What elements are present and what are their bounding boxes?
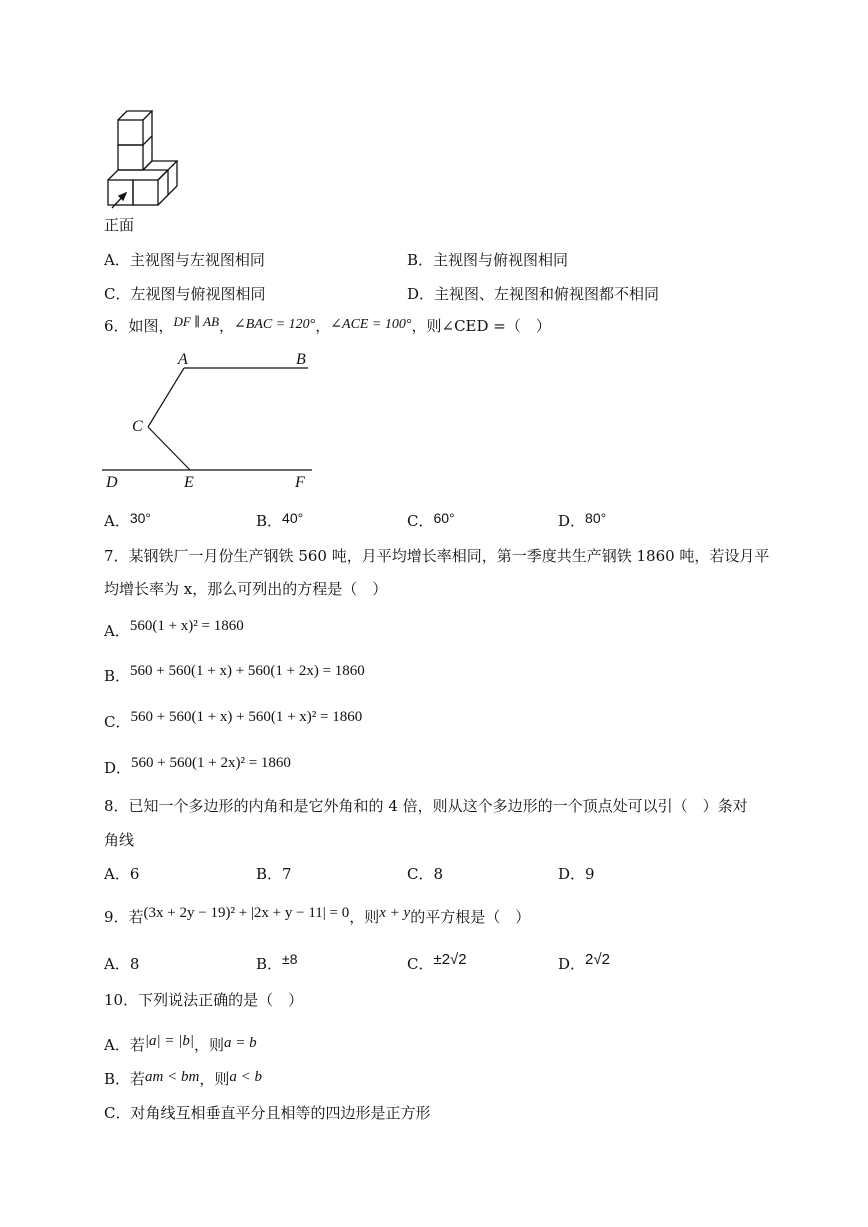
- front-label: 正面: [104, 216, 135, 234]
- q10-option-b-letter: B．若: [104, 1070, 146, 1088]
- q7-option-c-letter: C．: [104, 713, 131, 731]
- cube-stack-figure: [100, 105, 190, 210]
- q6-option-c: [407, 510, 455, 531]
- q7-option-a-letter: A．: [104, 622, 130, 640]
- q6-option-b-value: 40°: [282, 510, 304, 526]
- q10-option-a-letter: A．若: [104, 1036, 145, 1054]
- q9-option-d: [558, 953, 610, 974]
- q7-option-d-letter: D．: [104, 759, 132, 777]
- q5-option-c: C．左视图与俯视图相同: [104, 285, 266, 303]
- q7-option-b-formula: 560 + 560(1 + x) + 560(1 + 2x) = 1860: [130, 663, 365, 679]
- q9-option-a: [104, 953, 139, 974]
- q9-stem: [104, 906, 530, 927]
- q6-option-d: [558, 510, 606, 531]
- q10-option-a-cond: |a| = |b|: [144, 1033, 194, 1049]
- q10-option-a-then: ，则: [193, 1036, 224, 1054]
- q7-option-d: [104, 757, 291, 778]
- q10-option-a: [104, 1034, 257, 1055]
- label-f: F: [295, 474, 305, 491]
- q6-option-b: [256, 510, 303, 531]
- q9-expr: x + y: [379, 905, 411, 921]
- q5-option-b: B．主视图与俯视图相同: [407, 251, 569, 269]
- q9-option-b: [256, 953, 298, 974]
- q9-option-d-letter: D．: [558, 955, 586, 973]
- q6-geometry-figure: [100, 348, 320, 493]
- q5-option-d: D．主视图、左视图和俯视图都不相同: [407, 285, 660, 303]
- q10-stem: 10．下列说法正确的是（ ）: [104, 991, 304, 1009]
- q9-mid: ，则: [349, 908, 380, 926]
- q6-cond1: DF ∥ AB: [173, 314, 220, 329]
- q9-option-c-value: ±2√2: [433, 951, 467, 968]
- label-a: A: [178, 351, 188, 368]
- q8-line2: 角线: [104, 831, 135, 849]
- q8-option-c: C．8: [407, 865, 444, 883]
- q10-option-a-result: a = b: [223, 1035, 257, 1051]
- q6-prefix: 6．如图，: [104, 317, 174, 335]
- label-d: D: [106, 474, 118, 491]
- q7-option-c-formula: 560 + 560(1 + x) + 560(1 + x)² = 1860: [130, 709, 363, 725]
- q9-option-a-value: 8: [129, 955, 140, 973]
- q10-option-b-then: ，则: [199, 1070, 230, 1088]
- q10-option-b: [104, 1068, 262, 1089]
- q6-option-d-letter: D．: [558, 512, 586, 530]
- q9-option-d-value: 2√2: [585, 951, 610, 968]
- label-e: E: [184, 474, 194, 491]
- q6-option-a-letter: A．: [104, 512, 130, 530]
- q8-line1: 8．已知一个多边形的内角和是它外角和的 4 倍，则从这个多边形的一个顶点处可以引（ ）条对: [104, 797, 748, 815]
- q9-formula: (3x + 2y − 19)² + |2x + y − 11| = 0: [143, 905, 350, 921]
- q7-line1: 7．某钢铁厂一月份生产钢铁 560 吨，月平均增长率相同，第一季度共生产钢铁 1860 吨，若设月平: [104, 547, 770, 565]
- q8-option-d: D．9: [558, 865, 595, 883]
- q7-option-d-formula: 560 + 560(1 + 2x)² = 1860: [131, 755, 291, 771]
- q9-prefix: 9．若: [104, 908, 144, 926]
- label-b: B: [296, 351, 306, 368]
- q10-option-c: C．对角线互相垂直平分且相等的四边形是正方形: [104, 1104, 431, 1122]
- q6-option-a: [104, 510, 151, 531]
- q9-option-b-value: ±8: [282, 951, 298, 967]
- label-c: C: [132, 418, 143, 435]
- q9-option-c: [407, 953, 467, 974]
- q10-option-b-result: a < b: [229, 1069, 262, 1085]
- q6-option-d-value: 80°: [585, 510, 607, 526]
- q9-option-a-letter: A．: [104, 955, 130, 973]
- q6-cond3: ∠ACE = 100°: [330, 317, 412, 332]
- q7-option-b: [104, 665, 365, 686]
- q6-cond2: ∠BAC = 120°: [234, 317, 316, 332]
- q6-option-a-value: 30°: [129, 510, 152, 526]
- q6-sep1: ，: [219, 317, 235, 335]
- q6-option-c-value: 60°: [433, 510, 455, 526]
- q8-option-a: A．6: [104, 865, 140, 883]
- q5-option-a: A．主视图与左视图相同: [104, 251, 265, 269]
- q6-option-c-letter: C．: [407, 512, 434, 530]
- q6-option-b-letter: B．: [256, 512, 283, 530]
- q7-option-a: [104, 620, 244, 641]
- q9-option-b-letter: B．: [256, 955, 283, 973]
- q7-option-c: [104, 711, 362, 732]
- q7-line2: 均增长率为 x，那么可列出的方程是（ ）: [104, 580, 388, 598]
- q7-option-a-formula: 560(1 + x)² = 1860: [129, 618, 244, 634]
- q6-stem: [104, 315, 551, 336]
- q9-option-c-letter: C．: [407, 955, 434, 973]
- q8-option-b: B．7: [256, 865, 292, 883]
- q9-suffix: 的平方根是（ ）: [410, 908, 531, 926]
- q10-option-b-cond: am < bm: [145, 1069, 200, 1085]
- q6-suffix: ，则∠CED =（ ）: [411, 317, 551, 335]
- q7-option-b-letter: B．: [104, 667, 131, 685]
- q6-sep2: ，: [315, 317, 331, 335]
